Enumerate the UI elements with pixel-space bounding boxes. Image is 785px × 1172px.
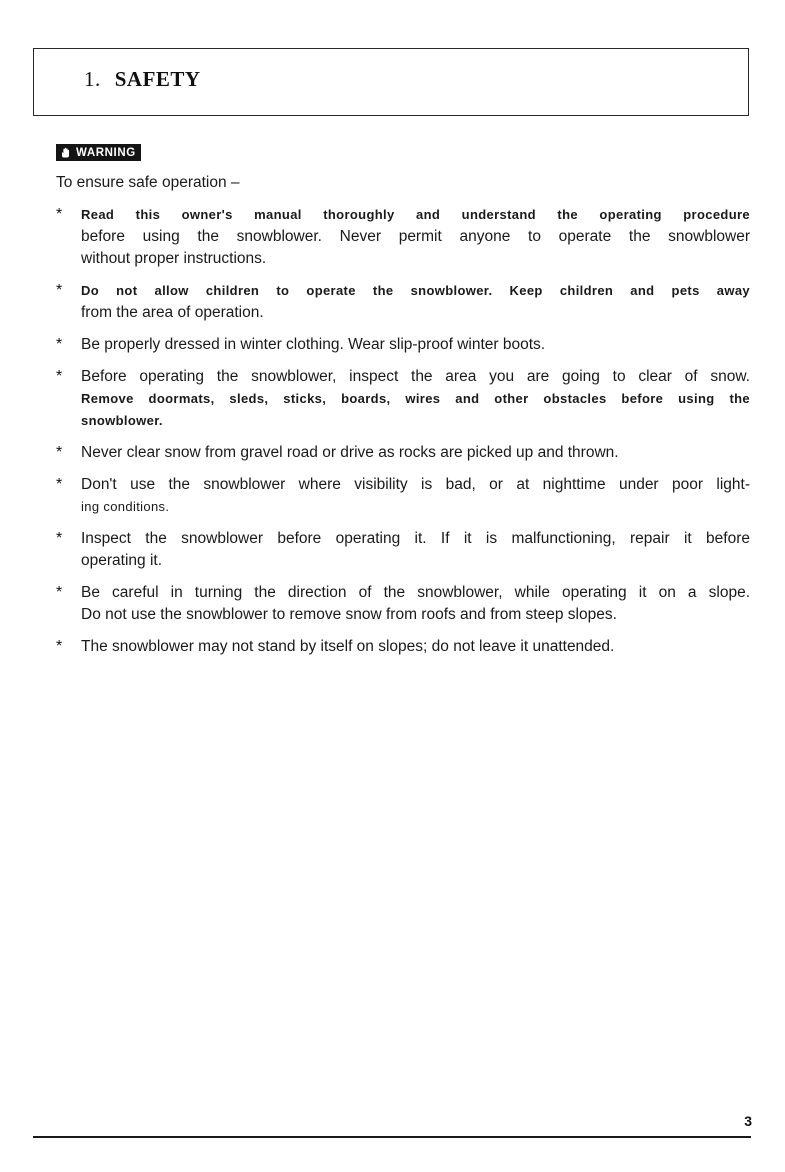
bullet-marker: * [56,476,63,493]
bullet-line: Do not allow children to operate the snowblower. Keep children and pets away [81,283,750,298]
list-item [56,582,750,626]
intro-text: To ensure safe operation – [56,174,240,191]
bullet-line: Remove doormats, sleds, sticks, boards, wires and other obstacles before using the [81,391,750,406]
warning-badge [56,144,141,161]
list-item [56,636,750,658]
bullet-line: Inspect the snowblower before operating it. If it is malfunctioning, repair it before [81,530,750,547]
bullet-line: operating it. [81,552,162,569]
bullet-marker: * [56,530,63,547]
list-item [56,366,750,432]
bullet-marker: * [56,282,63,299]
bullet-marker: * [56,584,63,601]
bullet-line: before using the snowblower. Never permit anyone to operate the snowblower [81,228,750,245]
list-item [56,528,750,572]
list-item [56,204,750,270]
section-header-box [33,48,749,116]
bullet-line: ing conditions. [81,499,170,514]
bullet-marker: * [56,336,63,353]
bullet-line: Be properly dressed in winter clothing. Wear slip-proof winter boots. [81,336,546,353]
bullet-line: snowblower. [81,413,163,428]
bullet-line: The snowblower may not stand by itself on slopes; do not leave it unattended. [81,638,615,655]
list-item [56,442,750,464]
section-number: 1. [84,67,101,91]
hand-warning-icon [60,147,71,158]
bullet-line: Do not use the snowblower to remove snow from roofs and from steep slopes. [81,606,617,623]
warning-label: WARNING [76,146,136,159]
bullet-line: Never clear snow from gravel road or drive as rocks are picked up and thrown. [81,444,619,461]
list-item [56,280,750,324]
bullet-line: Don't use the snowblower where visibility is bad, or at nighttime under poor light- [81,476,750,493]
list-item [56,474,750,518]
bullet-marker: * [56,444,63,461]
section-title [84,67,201,92]
bullet-line: Read this owner's manual thoroughly and understand the operating procedure [81,207,750,222]
list-item [56,334,750,356]
bullet-line: without proper instructions. [81,250,267,267]
bullet-marker: * [56,638,63,655]
page-number: 3 [744,1113,752,1129]
bullet-marker: * [56,368,63,385]
bullet-marker: * [56,206,63,223]
section-title-text: SAFETY [114,67,201,91]
safety-list [56,204,750,668]
footer-divider [33,1136,751,1138]
bullet-line: Before operating the snowblower, inspect the area you are going to clear of snow. [81,368,750,385]
bullet-line: Be careful in turning the direction of the snowblower, while operating it on a slope. [81,584,750,601]
bullet-line: from the area of operation. [81,304,264,321]
